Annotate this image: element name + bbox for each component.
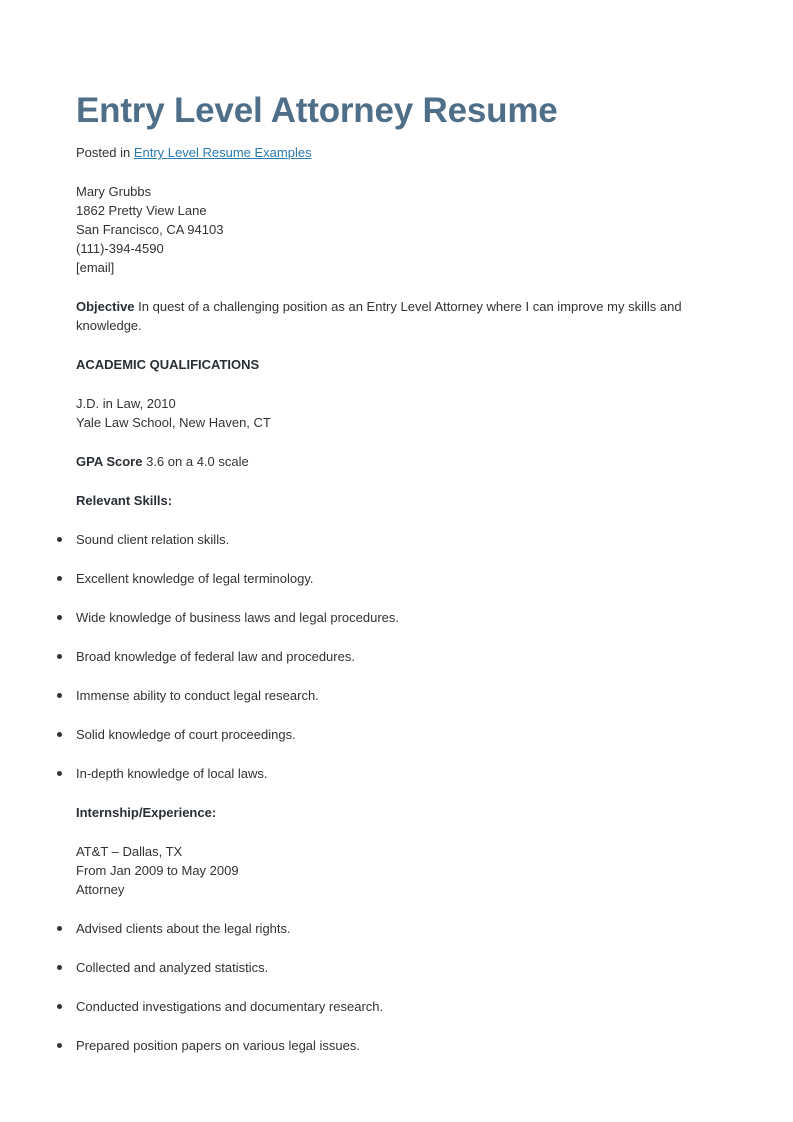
objective-label: Objective [76, 299, 135, 314]
gpa-value: 3.6 on a 4.0 scale [146, 454, 249, 469]
bullet-icon [57, 732, 62, 737]
list-item [76, 530, 716, 549]
contact-email: [email] [76, 260, 115, 275]
contact-city: San Francisco, CA 94103 [76, 222, 224, 237]
bullet-icon [57, 576, 62, 581]
objective-section [76, 297, 716, 335]
academic-school: Yale Law School, New Haven, CT [76, 415, 271, 430]
skill-text: In-depth knowledge of local laws. [76, 766, 268, 781]
academic-details [76, 394, 716, 432]
experience-heading: Internship/Experience: [76, 805, 217, 820]
duty-text: Conducted investigations and documentary research. [76, 999, 384, 1014]
list-item [76, 686, 716, 705]
contact-phone: (111)-394-4590 [76, 241, 164, 256]
experience-list [76, 919, 716, 1055]
contact-block [76, 182, 716, 277]
list-item [76, 1036, 716, 1055]
skill-text: Excellent knowledge of legal terminology. [76, 571, 314, 586]
bullet-icon [57, 537, 62, 542]
list-item [76, 958, 716, 977]
bullet-icon [57, 926, 62, 931]
academic-degree: J.D. in Law, 2010 [76, 396, 176, 411]
duty-text: Advised clients about the legal rights. [76, 921, 291, 936]
bullet-icon [57, 1004, 62, 1009]
list-item [76, 919, 716, 938]
skill-text: Wide knowledge of business laws and legal procedures. [76, 610, 400, 625]
experience-company: AT&T – Dallas, TX [76, 844, 183, 859]
gpa-line [76, 452, 716, 471]
page-title: Entry Level Attorney Resume [76, 91, 558, 130]
bullet-icon [57, 693, 62, 698]
posted-prefix: Posted in [76, 145, 131, 160]
bullet-icon [57, 771, 62, 776]
list-item [76, 569, 716, 588]
bullet-icon [57, 654, 62, 659]
bullet-icon [57, 965, 62, 970]
list-item [76, 608, 716, 627]
list-item [76, 997, 716, 1016]
category-link[interactable]: Entry Level Resume Examples [133, 145, 312, 160]
skills-list [76, 530, 716, 783]
gpa-label: GPA Score [76, 454, 143, 469]
skill-text: Sound client relation skills. [76, 532, 230, 547]
list-item [76, 725, 716, 744]
experience-dates: From Jan 2009 to May 2009 [76, 863, 239, 878]
skill-text: Immense ability to conduct legal research. [76, 688, 319, 703]
duty-text: Prepared position papers on various legal issues. [76, 1038, 361, 1053]
skill-text: Solid knowledge of court proceedings. [76, 727, 296, 742]
objective-text: In quest of a challenging position as an Entry Level Attorney where I can improve my skills and knowledge. [76, 299, 682, 333]
posted-in [76, 143, 716, 162]
skills-heading: Relevant Skills: [76, 493, 173, 508]
list-item [76, 647, 716, 666]
experience-role: Attorney [76, 882, 125, 897]
skill-text: Broad knowledge of federal law and procedures. [76, 649, 355, 664]
bullet-icon [57, 1043, 62, 1048]
list-item [76, 764, 716, 783]
bullet-icon [57, 615, 62, 620]
academic-heading: ACADEMIC QUALIFICATIONS [76, 357, 260, 372]
duty-text: Collected and analyzed statistics. [76, 960, 269, 975]
contact-address: 1862 Pretty View Lane [76, 203, 207, 218]
resume-document [76, 88, 716, 1055]
experience-details [76, 842, 716, 899]
contact-name: Mary Grubbs [76, 184, 152, 199]
